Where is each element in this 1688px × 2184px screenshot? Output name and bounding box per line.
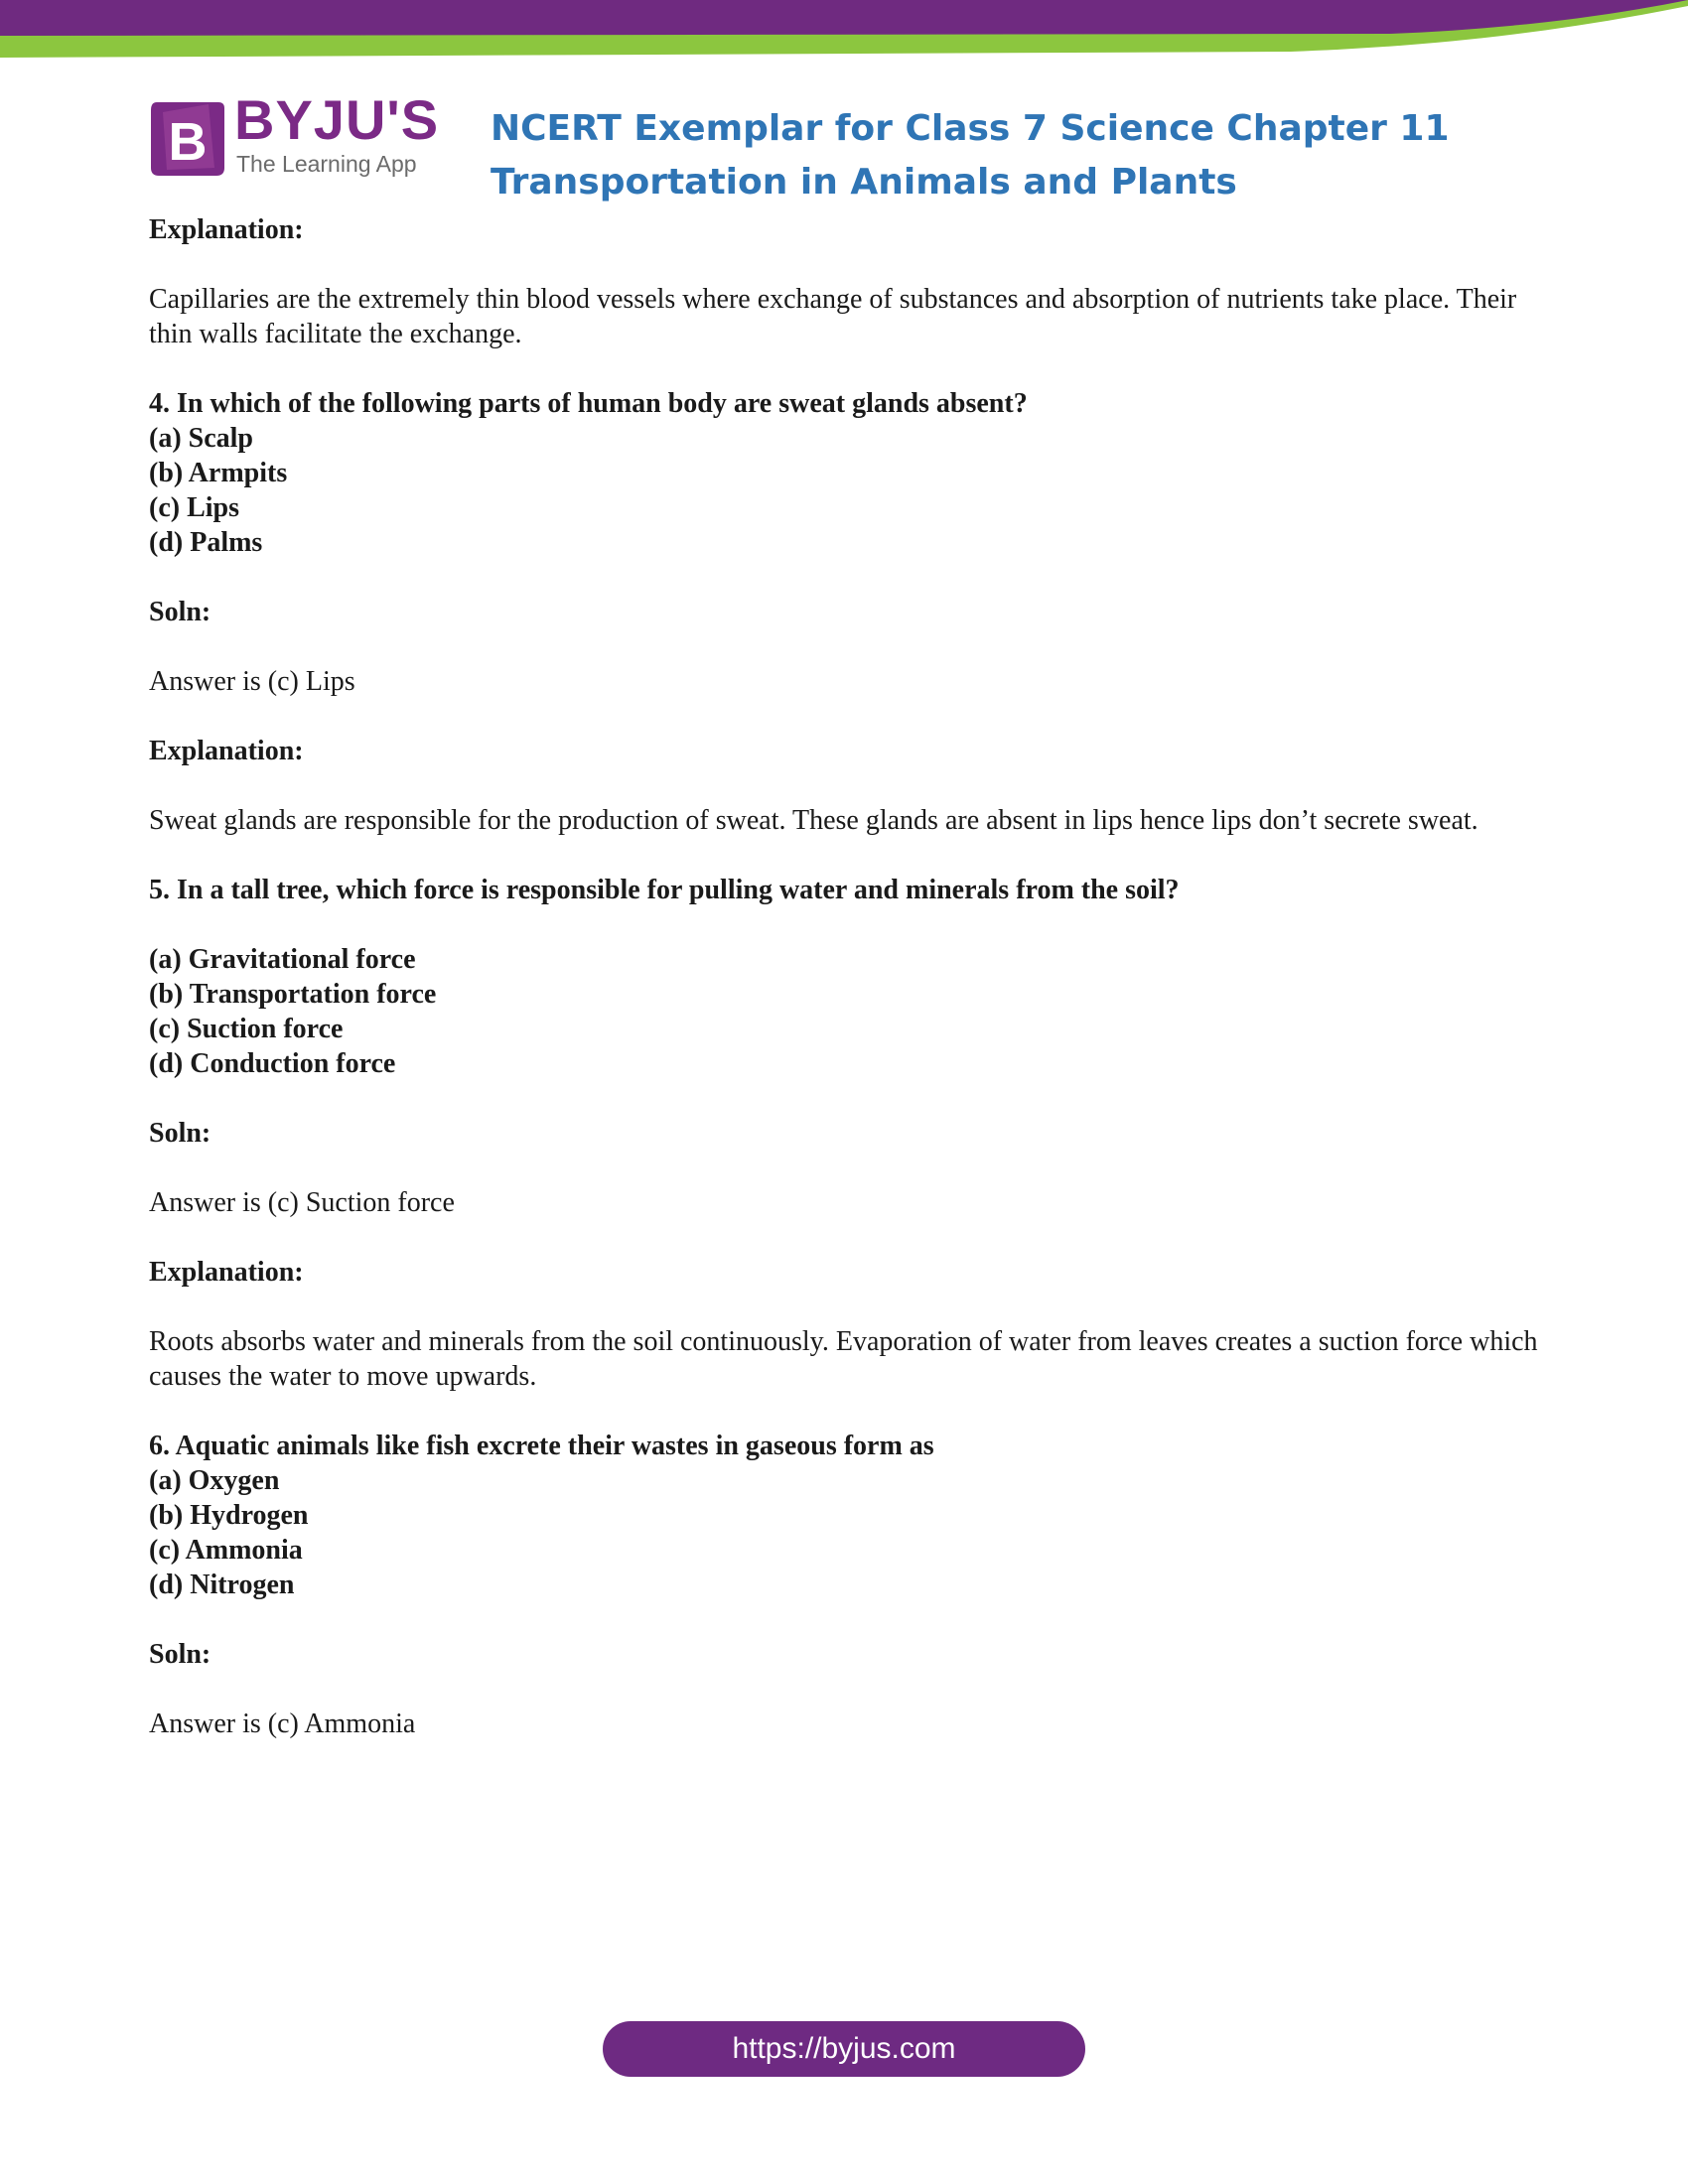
q5-explanation-heading: Explanation:: [149, 1257, 304, 1288]
q5-answer: Answer is (c) Suction force: [149, 1187, 455, 1218]
q4-soln-heading: Soln:: [149, 597, 211, 627]
q4-explanation-text: Sweat glands are responsible for the production of sweat. These glands are absent in lips hence lips don’t secrete sweat.: [149, 805, 1478, 836]
question-6: 6. Aquatic animals like fish excrete their wastes in gaseous form as: [149, 1431, 934, 1461]
question-5: 5. In a tall tree, which force is responsible for pulling water and minerals from the soil?: [149, 875, 1180, 905]
logo-tagline: The Learning App: [236, 151, 417, 177]
q5-explanation-text: Roots absorbs water and minerals from the soil continuously. Evaporation of water from leaves creates a suction force which causes the water to move upwards.: [149, 1326, 1538, 1392]
footer-url-link[interactable]: https://byjus.com: [603, 2021, 1085, 2077]
logo-wordmark: BYJU'S: [234, 88, 440, 151]
explanation-q3-text: Capillaries are the extremely thin blood vessels where exchange of substances and absorption of nutrients take place. Their thin walls facilitate the exchange.: [149, 284, 1517, 349]
q4-option-c: (c) Lips: [149, 492, 239, 523]
q4-option-b: (b) Armpits: [149, 458, 288, 488]
byjus-logo: [149, 88, 440, 184]
q5-option-a: (a) Gravitational force: [149, 944, 416, 975]
q6-soln-heading: Soln:: [149, 1639, 211, 1670]
q5-option-b: (b) Transportation force: [149, 979, 437, 1010]
q4-option-d: (d) Palms: [149, 527, 263, 558]
explanation-heading: Explanation:: [149, 214, 304, 245]
logo-badge-icon: [149, 98, 226, 178]
document-title-line-2: Transportation in Animals and Plants: [491, 162, 1237, 203]
q4-answer: Answer is (c) Lips: [149, 666, 355, 697]
q5-soln-heading: Soln:: [149, 1118, 211, 1149]
logo-letter: B: [168, 112, 208, 172]
q4-option-a: (a) Scalp: [149, 423, 253, 454]
document-title: [491, 102, 1450, 209]
q5-option-d: (d) Conduction force: [149, 1048, 396, 1079]
q6-option-c: (c) Ammonia: [149, 1535, 303, 1566]
q4-explanation-heading: Explanation:: [149, 736, 304, 766]
q6-option-b: (b) Hydrogen: [149, 1500, 309, 1531]
question-4: 4. In which of the following parts of human body are sweat glands absent?: [149, 388, 1028, 419]
q6-option-a: (a) Oxygen: [149, 1465, 280, 1496]
document-title-line-1: NCERT Exemplar for Class 7 Science Chapter 11: [491, 108, 1450, 149]
page-header: [149, 88, 1539, 213]
document-body: [149, 212, 1539, 1741]
q5-option-c: (c) Suction force: [149, 1014, 344, 1044]
q6-option-d: (d) Nitrogen: [149, 1570, 295, 1600]
q6-answer: Answer is (c) Ammonia: [149, 1708, 416, 1739]
top-decorative-band: [0, 0, 1688, 62]
